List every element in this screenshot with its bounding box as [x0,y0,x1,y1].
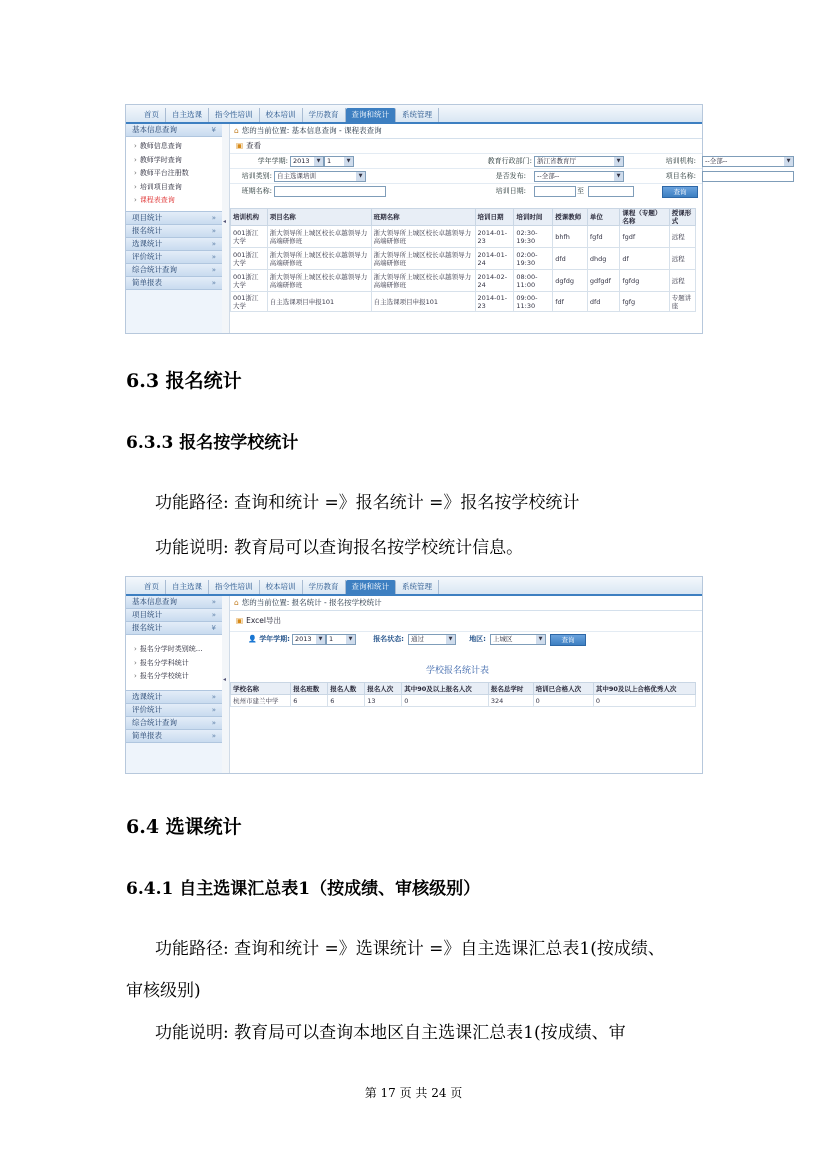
chevron-down-icon: ▼ [446,635,455,644]
school-enroll-table [230,682,696,707]
col-school: 学校名称 [231,683,291,695]
cell-class: 自主选课项目申报101 [371,292,475,312]
nav-directive-training[interactable]: 指令性培训 [209,580,260,594]
col-course: 课程（专题）名称 [620,209,669,226]
top-nav [126,105,702,124]
collapse-arrow-icon: ◂ [223,675,227,683]
section-heading-6-3: 6.3 报名统计 [126,370,242,392]
cell-project[interactable]: 浙大领导所上城区校长卓越领导力高端研修班 [267,226,371,248]
sidebar-section-basic-info[interactable]: 基本信息查询 » [126,596,222,609]
sidebar-section-simple-report[interactable]: 简单报表 » [126,730,222,743]
chevron-down-icon: ▼ [784,157,793,166]
chevron-down-icon: ▼ [316,635,325,644]
course-schedule-table [230,208,696,312]
cell-unit: fgfd [587,226,620,248]
col-teacher: 授课教师 [553,209,588,226]
sidebar-item-course-schedule[interactable]: › 课程表查询 [134,194,222,208]
view-button[interactable]: 查看 [246,141,262,150]
cell-date: 2014-01-24 [475,248,514,270]
chevron-right-icon: » [211,226,216,235]
function-path-2-line2: 审核级别) [126,981,201,1001]
section-heading-6-4-1: 6.4.1 自主选课汇总表1（按成绩、审核级别） [126,879,481,899]
nav-directive-training[interactable]: 指令性培训 [209,108,260,122]
nav-school-training[interactable]: 校本培训 [260,580,303,594]
chevron-right-icon: » [211,278,216,287]
nav-system-admin[interactable]: 系统管理 [396,580,439,594]
chevron-down-icon: ▼ [346,635,355,644]
date-to-input[interactable] [588,186,634,197]
col-passed: 培训已合格人次 [533,683,593,695]
sidebar-section-course-stats[interactable]: 选课统计 » [126,238,222,251]
sidebar-item-enroll-by-subject[interactable]: › 报名分学科统计 [134,657,222,671]
chevron-down-icon: ▼ [614,172,623,181]
toolbar [230,614,702,628]
breadcrumb: ⌂ 您的当前位置: 基本信息查询 - 课程表查询 [230,124,702,139]
sidebar-section-basic-info[interactable]: 基本信息查询 ¥ [126,124,222,137]
class-name-label: 班期名称: [241,187,272,195]
project-name-label: 项目名称: [665,172,696,180]
function-desc-1: 功能说明: 教育局可以查询报名按学校统计信息。 [155,538,524,558]
cell-over90-enroll: 0 [402,695,489,707]
project-name-input[interactable] [702,171,794,182]
cell-enroll-times: 13 [365,695,402,707]
cell-unit: gdfgdf [587,270,620,292]
publish-select[interactable]: --全部-- ▼ [534,171,624,182]
sidebar-item-teacher-hours[interactable]: › 教师学时查询 [134,154,222,168]
chevron-right-icon: » [211,213,216,222]
cell-date: 2014-01-23 [475,292,514,312]
view-icon: ▣ [236,141,244,150]
sidebar-section-course-stats[interactable]: 选课统计 » [126,691,222,704]
filter-row-2 [230,168,702,183]
area-select[interactable]: 上城区 ▼ [490,634,546,645]
cell-mode: 远程 [669,270,695,292]
type-select[interactable]: 自主选课培训 ▼ [274,171,366,182]
filter-row-1 [230,153,791,168]
cell-mode: 远程 [669,248,695,270]
sidebar-section-eval-stats[interactable]: 评价统计 » [126,251,222,264]
breadcrumb: ⌂ 您的当前位置: 报名统计 - 报名按学校统计 [230,596,702,611]
filter-row [230,631,702,646]
nav-query-stats[interactable]: 查询和统计 [346,108,397,122]
sidebar-section-simple-report[interactable]: 简单报表 » [126,277,222,290]
publish-label: 是否发布: [495,172,526,180]
top-nav [126,577,702,596]
function-path-1: 功能路径: 查询和统计 =》报名统计 =》报名按学校统计 [155,493,580,513]
cell-time: 09:00-11:30 [514,292,553,312]
screenshot-enroll-by-school [125,576,703,774]
chevron-right-icon: » [211,705,216,714]
org-label: 培训机构: [665,157,696,165]
cell-time: 08:00-11:00 [514,270,553,292]
screenshot-course-schedule [125,104,791,334]
cell-teacher: dfd [553,248,588,270]
page-footer: 第 17 页 共 24 页 [364,1086,463,1100]
table-row[interactable] [231,226,696,248]
cell-project[interactable]: 浙大领导所上城区校长卓越领导力高端研修班 [267,248,371,270]
class-name-input[interactable] [274,186,386,197]
function-desc-2: 功能说明: 教育局可以查询本地区自主选课汇总表1(按成绩、审 [155,1023,626,1043]
chevron-right-icon: » [211,598,216,606]
term-select[interactable]: 1 ▼ [326,634,356,645]
table-header-row [231,209,696,226]
excel-export-button[interactable]: Excel导出 [246,616,281,625]
nav-degree-education[interactable]: 学历教育 [303,580,346,594]
chevron-down-icon: ▼ [536,635,545,644]
cell-mode: 专题讲座 [669,292,695,312]
cell-course: fgfdg [620,270,669,292]
sidebar-item-enroll-by-hours[interactable]: › 报名分学时类别统... [134,643,222,657]
cell-org: 001浙江大学 [231,292,268,312]
table-row[interactable] [231,248,696,270]
cell-class: 浙大领导所上城区校长卓越领导力高端研修班 [371,248,475,270]
query-button[interactable]: 查询 [662,186,698,198]
nav-home[interactable]: 首页 [138,108,166,122]
table-row[interactable] [231,292,696,312]
table-header-row [231,683,696,695]
sidebar-submenu [126,635,222,691]
cell-org: 001浙江大学 [231,226,268,248]
cell-passed: 0 [533,695,593,707]
year-select[interactable]: 2013 ▼ [290,156,324,167]
person-icon: 👤 [248,635,257,643]
col-mode: 授课形式 [669,209,695,226]
excel-icon: ▣ [236,616,244,625]
section-heading-6-4: 6.4 选课统计 [126,816,242,838]
cell-project[interactable]: 自主选课项目申报101 [267,292,371,312]
cell-mode: 远程 [669,226,695,248]
area-label: 地区: [469,635,486,643]
col-class: 班期名称 [371,209,475,226]
sidebar-section-eval-stats[interactable]: 评价统计 » [126,704,222,717]
sidebar-collapse-handle[interactable] [222,124,230,333]
cell-enroll-count: 6 [328,695,365,707]
col-unit: 单位 [587,209,620,226]
table-title: 学校报名统计表 [426,666,490,676]
col-enroll-times: 报名人次 [365,683,402,695]
sidebar-item-platform-registrations[interactable]: › 教师平台注册数 [134,167,222,181]
chevron-down-icon: ▼ [314,157,323,166]
cell-org: 001浙江大学 [231,248,268,270]
year-select[interactable]: 2013 ▼ [292,634,326,645]
col-enroll-count: 报名人数 [328,683,365,695]
col-project: 项目名称 [267,209,371,226]
nav-query-stats[interactable]: 查询和统计 [346,580,397,594]
cell-class: 浙大领导所上城区校长卓越领导力高端研修班 [371,270,475,292]
main-panel [230,596,702,773]
edu-dept-label: 教育行政部门: [487,157,532,165]
status-label: 报名状态: [373,635,404,643]
nav-system-admin[interactable]: 系统管理 [396,108,439,122]
col-over90-enroll: 其中90及以上报名人次 [402,683,489,695]
nav-self-select[interactable]: 自主选课 [166,580,209,594]
chevron-right-icon: » [211,692,216,701]
chevron-right-icon: » [211,611,216,619]
org-select[interactable]: --全部-- ▼ [702,156,794,167]
filter-row-3 [230,183,702,198]
sidebar-item-teacher-info[interactable]: › 教师信息查询 [134,140,222,154]
nav-degree-education[interactable]: 学历教育 [303,108,346,122]
nav-self-select[interactable]: 自主选课 [166,108,209,122]
cell-school[interactable]: 杭州市建兰中学 [231,695,291,707]
sidebar-section-combined-query[interactable]: 综合统计查询 » [126,717,222,730]
home-icon: ⌂ [234,598,239,607]
chevron-right-icon: » [211,239,216,248]
cell-course: df [620,248,669,270]
date-from-input[interactable] [534,186,576,197]
chevron-right-icon: » [211,718,216,727]
chevron-down-icon: ▼ [614,157,623,166]
chevron-right-icon: » [211,252,216,261]
chevron-down-icon: ¥ [211,624,216,632]
cell-org: 001浙江大学 [231,270,268,292]
col-time: 培训时间 [514,209,553,226]
col-date: 培训日期 [475,209,514,226]
table-row[interactable] [231,270,696,292]
chevron-down-icon: ▼ [344,157,353,166]
sidebar-section-project-stats[interactable]: 项目统计 » [126,212,222,225]
cell-date: 2014-02-24 [475,270,514,292]
cell-unit: dhdg [587,248,620,270]
chevron-down-icon: ▼ [356,172,365,181]
query-button[interactable]: 查询 [550,634,586,646]
year-label: 👤 学年学期: [248,635,290,643]
cell-class: 浙大领导所上城区校长卓越领导力高端研修班 [371,226,475,248]
type-label: 培训类别: [241,172,272,180]
cell-time: 02:00-19:30 [514,248,553,270]
cell-teacher: dgfdg [553,270,588,292]
sidebar-collapse-handle[interactable] [222,596,230,773]
sidebar-submenu [126,137,222,212]
status-select[interactable]: 通过 ▼ [408,634,456,645]
sidebar-item-enroll-by-school[interactable]: › 报名分学校统计 [134,670,222,684]
date-label: 培训日期: [495,187,526,195]
table-row[interactable] [231,695,696,707]
cell-class-count: 6 [291,695,328,707]
cell-over90-excellent: 0 [593,695,695,707]
nav-school-training[interactable]: 校本培训 [260,108,303,122]
col-org: 培训机构 [231,209,268,226]
cell-teacher: bhfh [553,226,588,248]
main-panel [230,124,791,333]
sidebar-section-combined-query[interactable]: 综合统计查询 » [126,264,222,277]
cell-time: 02:30-19:30 [514,226,553,248]
cell-unit: dfd [587,292,620,312]
date-to-label: 至 [577,187,584,195]
sidebar-item-training-projects[interactable]: › 培训项目查询 [134,181,222,195]
collapse-arrow-icon: ◂ [223,218,227,226]
sidebar-section-project-stats[interactable]: 项目统计 » [126,609,222,622]
chevron-right-icon: » [211,265,216,274]
col-over90-excellent: 其中90及以上合格优秀人次 [593,683,695,695]
function-path-2-line1: 功能路径: 查询和统计 =》选课统计 =》自主选课汇总表1(按成绩、 [155,939,665,959]
sidebar-section-enroll-stats[interactable]: 报名统计 » [126,225,222,238]
nav-home[interactable]: 首页 [138,580,166,594]
sidebar [126,124,223,333]
sidebar-section-enroll-stats[interactable]: 报名统计 ¥ [126,622,222,635]
sidebar [126,596,223,773]
term-select[interactable]: 1 ▼ [324,156,354,167]
chevron-right-icon: » [211,731,216,740]
section-heading-6-3-3: 6.3.3 报名按学校统计 [126,433,299,453]
home-icon: ⌂ [234,126,239,135]
cell-date: 2014-01-23 [475,226,514,248]
col-total-hours: 报名总学时 [488,683,533,695]
col-class-count: 报名班数 [291,683,328,695]
cell-total-hours: 324 [488,695,533,707]
chevron-down-icon: ¥ [211,126,216,134]
cell-course: fgfg [620,292,669,312]
edu-dept-select[interactable]: 浙江省教育厅 ▼ [534,156,624,167]
cell-teacher: fdf [553,292,588,312]
cell-project[interactable]: 浙大领导所上城区校长卓越领导力高端研修班 [267,270,371,292]
cell-course: fgdf [620,226,669,248]
year-label: 学年学期: [257,157,288,165]
toolbar [230,139,702,153]
